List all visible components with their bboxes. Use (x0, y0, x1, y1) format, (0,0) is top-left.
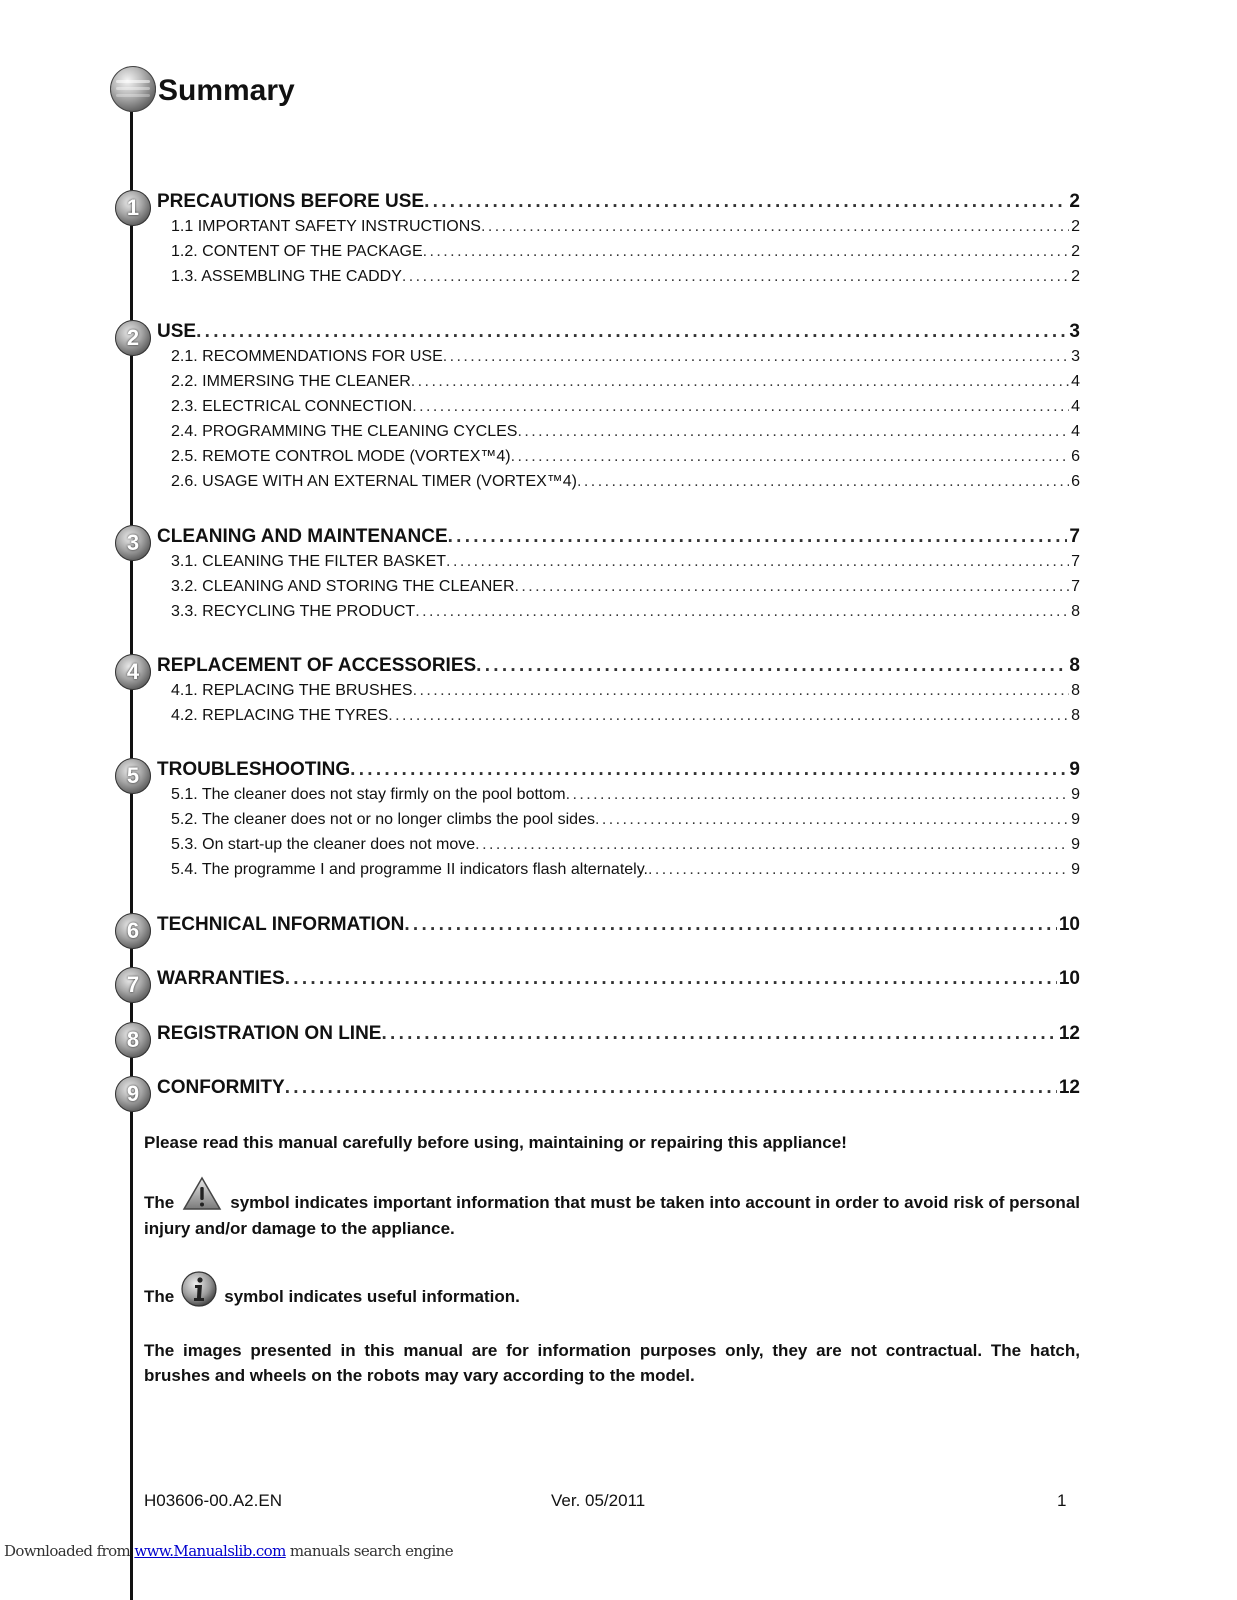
toc-subsection-label: 3.2. CLEANING AND STORING THE CLEANER (171, 578, 515, 595)
toc-section-entry[interactable] (157, 1077, 1080, 1099)
section-number-icon: 4 (115, 654, 151, 690)
toc-subsection-entry[interactable] (171, 473, 1080, 491)
warning-text: symbol indicates important information that must be taken into account in order to avoid risk of personal injury and/or damage to the appliance. (144, 1193, 1080, 1238)
dot-leader (285, 1077, 1057, 1099)
toc-subsection-page: 8 (1071, 682, 1080, 699)
download-bar (4, 1542, 453, 1560)
toc-subsection-entry[interactable] (171, 243, 1080, 261)
dot-leader (350, 759, 1067, 781)
dot-leader (413, 682, 1070, 700)
toc-subsection-label: 1.2. CONTENT OF THE PACKAGE (171, 243, 423, 260)
dot-leader (517, 423, 1069, 441)
toc-subsection-page: 7 (1071, 578, 1080, 595)
toc-subsection-entry[interactable] (171, 423, 1080, 441)
toc-subsection-label: 1.3. ASSEMBLING THE CADDY (171, 268, 402, 285)
dot-leader (411, 373, 1069, 391)
download-suffix: manuals search engine (289, 1542, 453, 1560)
toc-section-entry[interactable] (157, 759, 1080, 781)
toc-subsection-label: 5.1. The cleaner does not stay firmly on the pool bottom (171, 786, 566, 803)
toc-subsection-page: 4 (1071, 423, 1080, 440)
toc-section-entry[interactable] (157, 526, 1080, 548)
dot-leader (476, 655, 1067, 677)
toc-subsection-page: 9 (1071, 811, 1080, 828)
toc-section-page: 8 (1069, 655, 1080, 676)
toc-section-entry[interactable] (157, 1023, 1080, 1045)
toc-subsection-label: 3.3. RECYCLING THE PRODUCT (171, 603, 416, 620)
toc-subsection-entry[interactable] (171, 603, 1080, 621)
dot-leader (402, 268, 1069, 286)
images-disclaimer: The images presented in this manual are for information purposes only, they are not contractual. The hatch, brushes and wheels on the robots may vary according to the model. (144, 1341, 1080, 1385)
toc-section-entry[interactable] (157, 914, 1080, 936)
page-title: Summary (158, 74, 295, 107)
dot-leader (443, 348, 1069, 366)
toc-subsection-page: 8 (1071, 603, 1080, 620)
toc-subsection-page: 3 (1071, 348, 1080, 365)
dot-leader (412, 398, 1069, 416)
toc-subsection-entry[interactable] (171, 836, 1080, 854)
info-text: symbol indicates useful information. (224, 1287, 520, 1306)
info-note (144, 1270, 1080, 1316)
manualslib-link[interactable]: www.Manualslib.com (134, 1542, 286, 1560)
toc-section-page: 2 (1069, 191, 1080, 212)
toc-section-page: 9 (1069, 759, 1080, 780)
toc-subsection-page: 8 (1071, 707, 1080, 724)
toc-section-page: 7 (1069, 526, 1080, 547)
toc-subsection-entry[interactable] (171, 398, 1080, 416)
dot-leader (595, 811, 1069, 829)
toc-subsection-entry[interactable] (171, 786, 1080, 804)
toc-section-entry[interactable] (157, 191, 1080, 213)
toc-subsection-label: 2.2. IMMERSING THE CLEANER (171, 373, 411, 390)
toc-section-page: 12 (1058, 1023, 1080, 1044)
toc-section-page: 10 (1058, 914, 1080, 935)
warning-triangle-icon (182, 1176, 222, 1212)
section-number-icon: 2 (115, 320, 151, 356)
toc-subsection-entry[interactable] (171, 811, 1080, 829)
toc-subsection-page: 2 (1071, 268, 1080, 285)
toc-section-label: CONFORMITY (157, 1077, 285, 1098)
dot-leader (404, 914, 1057, 936)
toc-section-entry[interactable] (157, 968, 1080, 990)
toc-subsection-page: 4 (1071, 373, 1080, 390)
toc-subsection-label: 2.1. RECOMMENDATIONS FOR USE (171, 348, 443, 365)
download-prefix: Downloaded from (4, 1542, 131, 1560)
toc-section-page: 3 (1069, 321, 1080, 342)
toc-subsection-page: 4 (1071, 398, 1080, 415)
section-number-icon: 3 (115, 525, 151, 561)
dot-leader (511, 448, 1069, 466)
toc-section-page: 12 (1058, 1077, 1080, 1098)
page-number: 1 (1057, 1491, 1067, 1510)
toc-subsection-entry[interactable] (171, 373, 1080, 391)
toc-subsection-label: 5.3. On start-up the cleaner does not move (171, 836, 476, 853)
toc-section-label: TECHNICAL INFORMATION (157, 914, 405, 935)
toc-section-label: REPLACEMENT OF ACCESSORIES (157, 655, 477, 676)
toc-subsection-entry[interactable] (171, 682, 1080, 700)
toc-subsection-page: 9 (1071, 786, 1080, 803)
toc-subsection-entry[interactable] (171, 448, 1080, 466)
toc-section-label: REGISTRATION ON LINE (157, 1023, 382, 1044)
toc-subsection-label: 2.6. USAGE WITH AN EXTERNAL TIMER (VORTEX™4) (171, 473, 578, 490)
toc-section-label: PRECAUTIONS BEFORE USE (157, 191, 425, 212)
section-number-icon: 7 (115, 967, 151, 1003)
toc-subsection-entry[interactable] (171, 553, 1080, 571)
section-number-icon: 6 (115, 913, 151, 949)
dot-leader (446, 553, 1069, 571)
toc-subsection-entry[interactable] (171, 348, 1080, 366)
sphere-bullet-icon (110, 66, 156, 112)
dot-leader (481, 218, 1069, 236)
toc-subsection-label: 2.5. REMOTE CONTROL MODE (VORTEX™4) (171, 448, 511, 465)
toc-subsection-label: 4.1. REPLACING THE BRUSHES (171, 682, 413, 699)
version: Ver. 05/2011 (551, 1491, 646, 1510)
toc-subsection-page: 2 (1071, 243, 1080, 260)
toc-subsection-label: 1.1 IMPORTANT SAFETY INSTRUCTIONS (171, 218, 481, 235)
dot-leader (475, 836, 1069, 854)
read-manual-note: Please read this manual carefully before using, maintaining or repairing this appliance! (144, 1133, 847, 1152)
toc-subsection-entry[interactable] (171, 707, 1080, 725)
toc-section-label: USE (157, 321, 197, 342)
dot-leader (196, 321, 1067, 343)
toc-subsection-page: 6 (1071, 448, 1080, 465)
toc-subsection-page: 7 (1071, 553, 1080, 570)
toc-subsection-label: 5.2. The cleaner does not or no longer climbs the pool sides (171, 811, 595, 828)
section-number-icon: 5 (115, 758, 151, 794)
toc-section-label: CLEANING AND MAINTENANCE (157, 526, 448, 547)
section-number-icon: 1 (115, 190, 151, 226)
dot-leader (448, 526, 1068, 548)
toc-subsection-label: 2.4. PROGRAMMING THE CLEANING CYCLES (171, 423, 518, 440)
toc-section-page: 10 (1058, 968, 1080, 989)
dot-leader (424, 191, 1067, 213)
toc-subsection-label: 3.1. CLEANING THE FILTER BASKET (171, 553, 447, 570)
dot-leader (415, 603, 1069, 621)
toc-subsection-page: 6 (1071, 473, 1080, 490)
toc-subsection-entry[interactable] (171, 268, 1080, 286)
toc-section-entry[interactable] (157, 655, 1080, 677)
toc-section-entry[interactable] (157, 321, 1080, 343)
toc-subsection-label: 2.3. ELECTRICAL CONNECTION (171, 398, 413, 415)
doc-code: H03606-00.A2.EN (144, 1491, 282, 1510)
section-number-icon: 8 (115, 1022, 151, 1058)
dot-leader (648, 861, 1069, 879)
info-circle-icon (180, 1270, 218, 1308)
toc-section-label: TROUBLESHOOTING (157, 759, 351, 780)
dot-leader (388, 707, 1069, 725)
dot-leader (423, 243, 1069, 261)
toc-subsection-entry[interactable] (171, 861, 1080, 879)
section-number-icon: 9 (115, 1076, 151, 1112)
dot-leader (381, 1023, 1056, 1045)
toc-subsection-label: 5.4. The programme I and programme II indicators flash alternately. (171, 861, 648, 878)
toc-subsection-page: 2 (1071, 218, 1080, 235)
toc-subsection-label: 4.2. REPLACING THE TYRES (171, 707, 389, 724)
toc-subsection-entry[interactable] (171, 578, 1080, 596)
info-prefix: The (144, 1287, 175, 1306)
dot-leader (285, 968, 1057, 990)
warning-note (144, 1176, 1080, 1242)
dot-leader (577, 473, 1069, 491)
toc-subsection-page: 9 (1071, 836, 1080, 853)
warning-prefix: The (144, 1193, 175, 1212)
toc-subsection-page: 9 (1071, 861, 1080, 878)
toc-subsection-entry[interactable] (171, 218, 1080, 236)
dot-leader (566, 786, 1070, 804)
toc-section-label: WARRANTIES (157, 968, 285, 989)
dot-leader (515, 578, 1070, 596)
